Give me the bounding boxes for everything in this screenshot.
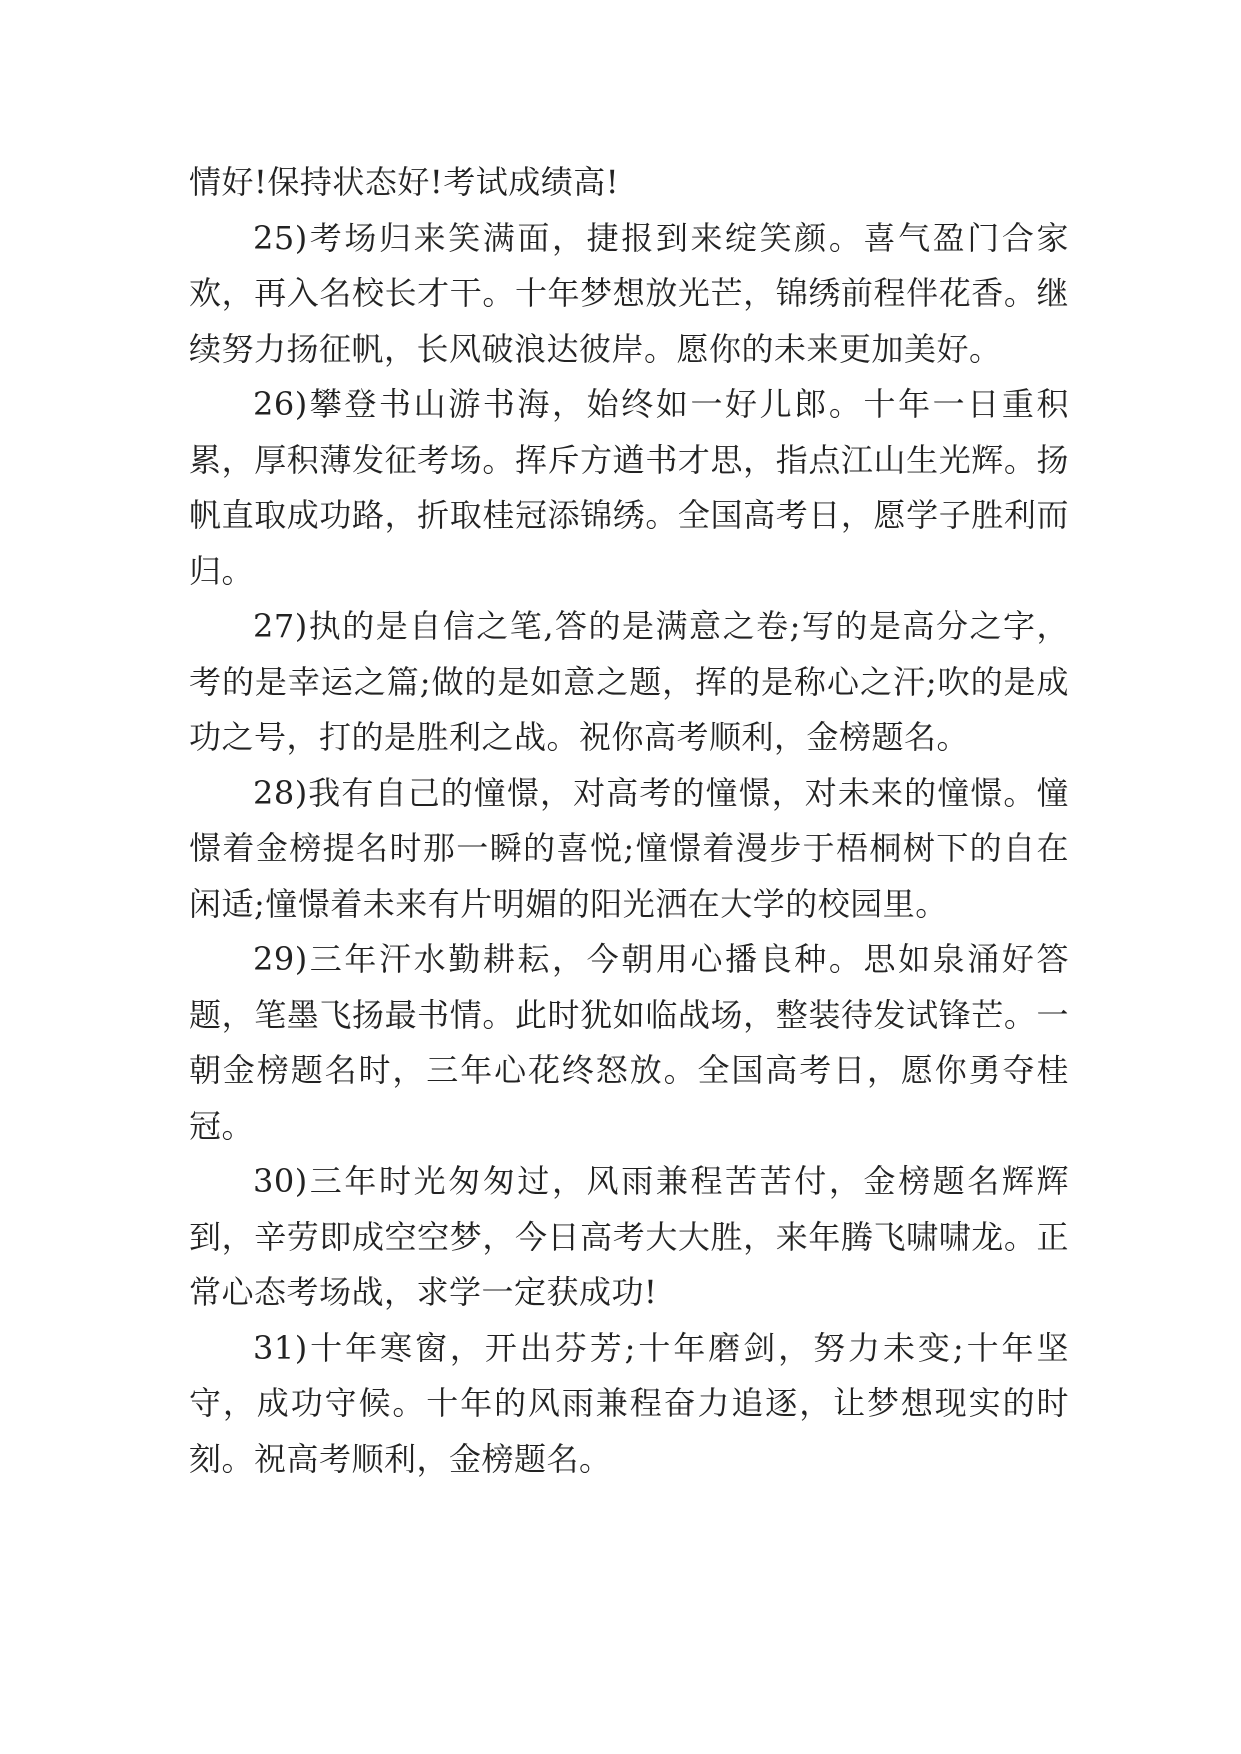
- paragraph-30: 30)三年时光匆匆过，风雨兼程苦苦付，金榜题名辉辉到，辛劳即成空空梦，今日高考大大胜，来年腾飞啸啸龙。正常心态考场战，求学一定获成功!: [189, 1162, 1069, 1311]
- paragraph-29: 29)三年汗水勤耕耘，今朝用心播良种。思如泉涌好答题，笔墨飞扬最书情。此时犹如临战场，整装待发试锋芒。一朝金榜题名时，三年心花终怒放。全国高考日，愿你勇夺桂冠。: [189, 940, 1069, 1145]
- paragraph-27: 27)执的是自信之笔,答的是满意之卷;写的是高分之字，考的是幸运之篇;做的是如意之题，挥的是称心之汗;吹的是成功之号，打的是胜利之战。祝你高考顺利，金榜题名。: [189, 607, 1069, 756]
- paragraph-31: 31)十年寒窗，开出芬芳;十年磨剑，努力未变;十年坚守，成功守候。十年的风雨兼程奋力追逐，让梦想现实的时刻。祝高考顺利，金榜题名。: [189, 1328, 1069, 1478]
- paragraph-26: 26)攀登书山游书海，始终如一好儿郎。十年一日重积累，厚积薄发征考场。挥斥方遒书才思，指点江山生光辉。扬帆直取成功路，折取桂冠添锦绣。全国高考日，愿学子胜利而归。: [189, 385, 1069, 590]
- paragraph-25: 25)考场归来笑满面，捷报到来绽笑颜。喜气盈门合家欢，再入名校长才干。十年梦想放光芒，锦绣前程伴花香。继续努力扬征帆，长风破浪达彼岸。愿你的未来更加美好。: [189, 218, 1069, 368]
- document-body: [189, 155, 1069, 1487]
- paragraph-28: 28)我有自己的憧憬，对高考的憧憬，对未来的憧憬。憧憬着金榜提名时那一瞬的喜悦;憧憬着漫步于梧桐树下的自在闲适;憧憬着未来有片明媚的阳光洒在大学的校园里。: [189, 773, 1069, 923]
- paragraph-continuation: 情好!保持状态好!考试成绩高!: [189, 163, 620, 201]
